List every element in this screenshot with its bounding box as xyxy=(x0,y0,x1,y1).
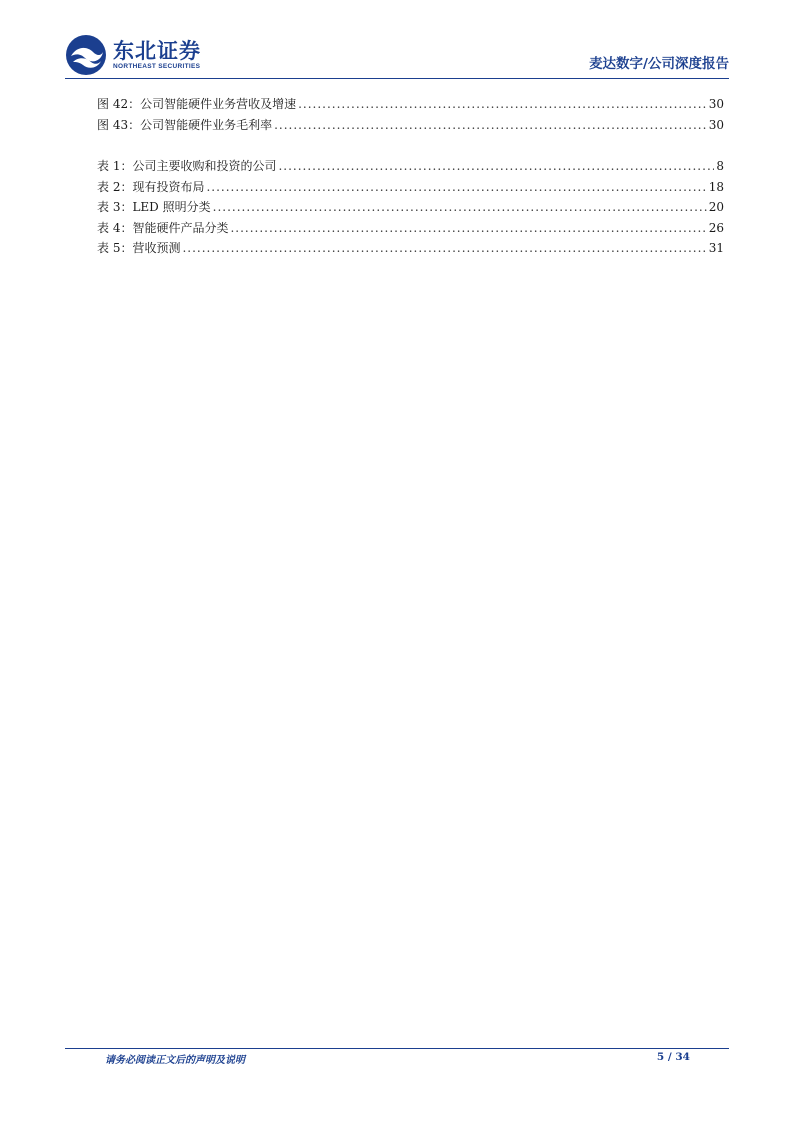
toc-entry-table-5[interactable] xyxy=(97,238,724,259)
toc-entry-page: 20 xyxy=(708,200,724,214)
page-number: 5 / 34 xyxy=(656,1051,690,1063)
toc-entry-label: 表 2：现有投资布局 xyxy=(97,179,205,194)
toc-entry-label: 表 3：LED 照明分类 xyxy=(97,200,211,214)
footer-divider xyxy=(65,1048,729,1049)
toc-entry-page: 31 xyxy=(708,241,724,255)
toc-entry-table-3[interactable] xyxy=(97,197,724,218)
toc-entry-page: 26 xyxy=(708,220,724,235)
toc-entry-label: 图 42：公司智能硬件业务营收及增速 xyxy=(97,97,297,111)
toc-entry-page: 30 xyxy=(708,97,724,111)
toc-entry-figure-43[interactable] xyxy=(97,115,724,136)
toc-entry-table-1[interactable] xyxy=(97,156,724,177)
toc-entry-label: 图 43：公司智能硬件业务毛利率 xyxy=(97,117,273,132)
toc-entry-figure-42[interactable] xyxy=(97,94,724,115)
toc-entry-table-4[interactable] xyxy=(97,218,724,239)
company-logo xyxy=(65,34,201,76)
toc-entry-page: 8 xyxy=(716,159,724,173)
toc-entry-label: 表 1：公司主要收购和投资的公司 xyxy=(97,159,277,173)
logo-chinese-name: 东北证券 xyxy=(113,38,201,63)
toc-entry-label: 表 4：智能硬件产品分类 xyxy=(97,220,229,235)
toc-leader-dots xyxy=(278,156,714,177)
toc-leader-dots xyxy=(213,197,707,218)
toc-section-gap xyxy=(97,135,724,156)
toc-leader-dots xyxy=(182,238,706,259)
toc-entry-table-2[interactable] xyxy=(97,177,724,198)
toc-entry-page: 18 xyxy=(708,179,724,194)
northeast-securities-logo-icon xyxy=(65,34,107,76)
footer-disclaimer: 请务必阅读正文后的声明及说明 xyxy=(105,1055,245,1066)
toc-entry-label: 表 5：营收预测 xyxy=(97,241,181,255)
report-title: 麦达数字/公司深度报告 xyxy=(589,56,729,72)
toc-leader-dots xyxy=(206,177,706,198)
toc-entry-page: 30 xyxy=(708,117,724,132)
toc-leader-dots xyxy=(274,115,707,136)
toc-leader-dots xyxy=(230,218,706,239)
page-header xyxy=(65,34,729,76)
table-of-contents xyxy=(97,94,724,259)
header-divider xyxy=(65,78,729,79)
toc-leader-dots xyxy=(298,94,707,115)
logo-english-name: NORTHEAST SECURITIES xyxy=(113,62,201,70)
